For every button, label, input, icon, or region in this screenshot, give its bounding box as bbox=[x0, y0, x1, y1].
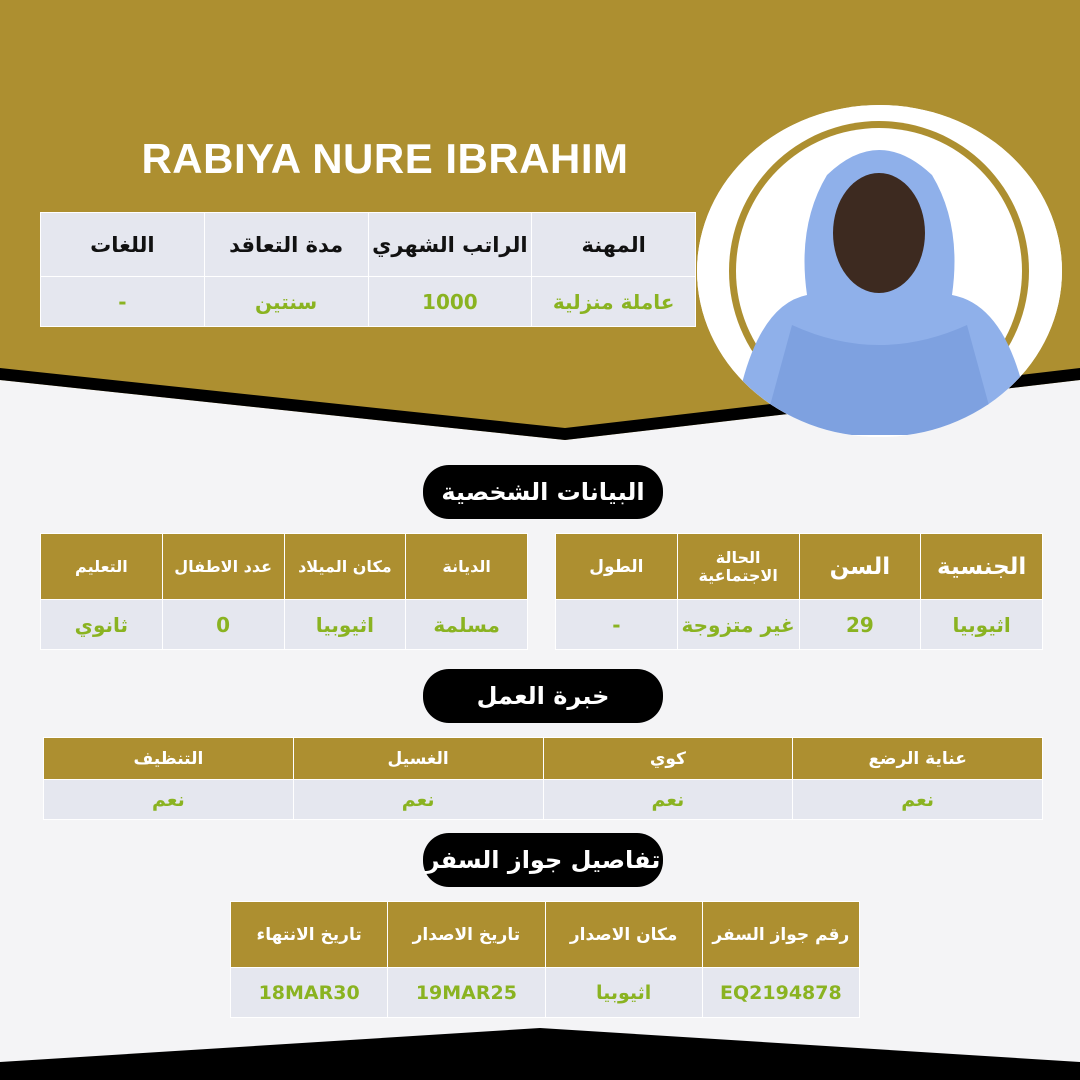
passport-details-heading: تفاصيل جواز السفر bbox=[423, 833, 663, 887]
personal-value-cell: مسلمة bbox=[406, 600, 528, 650]
job-header-cell: المهنة bbox=[532, 213, 696, 277]
experience-value-cell: نعم bbox=[543, 780, 793, 820]
job-header-cell: مدة التعاقد bbox=[204, 213, 368, 277]
experience-header-cell: كوي bbox=[543, 738, 793, 780]
job-value-cell: - bbox=[41, 277, 205, 327]
personal-header-cell: عدد الاطفال bbox=[162, 534, 284, 600]
passport-header-cell: تاريخ الانتهاء bbox=[231, 902, 388, 968]
candidate-photo bbox=[697, 105, 1062, 437]
personal-value-cell: ثانوي bbox=[41, 600, 163, 650]
passport-value-cell: EQ2194878 bbox=[702, 968, 859, 1018]
personal-value-cell: اثيوبيا bbox=[921, 600, 1043, 650]
personal-header-cell: السن bbox=[799, 534, 921, 600]
job-header-cell: الراتب الشهري bbox=[368, 213, 532, 277]
personal-table-right bbox=[555, 533, 1043, 650]
personal-value-cell: - bbox=[556, 600, 678, 650]
experience-value-cell: نعم bbox=[44, 780, 294, 820]
experience-table bbox=[43, 737, 1043, 820]
job-value-cell: 1000 bbox=[368, 277, 532, 327]
job-value-cell: سنتين bbox=[204, 277, 368, 327]
personal-data-heading: البيانات الشخصية bbox=[423, 465, 663, 519]
passport-value-cell: اثيوبيا bbox=[545, 968, 702, 1018]
passport-header-cell: مكان الاصدار bbox=[545, 902, 702, 968]
job-header-cell: اللغات bbox=[41, 213, 205, 277]
personal-header-cell: الديانة bbox=[406, 534, 528, 600]
passport-value-cell: 18MAR30 bbox=[231, 968, 388, 1018]
experience-header-cell: عناية الرضع bbox=[793, 738, 1043, 780]
personal-header-cell: التعليم bbox=[41, 534, 163, 600]
passport-table bbox=[230, 901, 860, 1018]
experience-header-cell: الغسيل bbox=[293, 738, 543, 780]
personal-table-left bbox=[40, 533, 528, 650]
job-table bbox=[40, 212, 696, 327]
personal-value-cell: 29 bbox=[799, 600, 921, 650]
experience-value-cell: نعم bbox=[793, 780, 1043, 820]
passport-header-cell: رقم جواز السفر bbox=[702, 902, 859, 968]
candidate-name: RABIYA NURE IBRAHIM bbox=[141, 135, 629, 182]
personal-header-cell: مكان الميلاد bbox=[284, 534, 406, 600]
personal-value-cell: غير متزوجة bbox=[677, 600, 799, 650]
work-experience-heading: خبرة العمل bbox=[423, 669, 663, 723]
job-value-cell: عاملة منزلية bbox=[532, 277, 696, 327]
passport-header-cell: تاريخ الاصدار bbox=[388, 902, 545, 968]
personal-value-cell: اثيوبيا bbox=[284, 600, 406, 650]
experience-header-cell: التنظيف bbox=[44, 738, 294, 780]
personal-header-cell: الجنسية bbox=[921, 534, 1043, 600]
experience-value-cell: نعم bbox=[293, 780, 543, 820]
personal-header-cell: الحالة الاجتماعية bbox=[677, 534, 799, 600]
personal-value-cell: 0 bbox=[162, 600, 284, 650]
passport-value-cell: 19MAR25 bbox=[388, 968, 545, 1018]
personal-header-cell: الطول bbox=[556, 534, 678, 600]
